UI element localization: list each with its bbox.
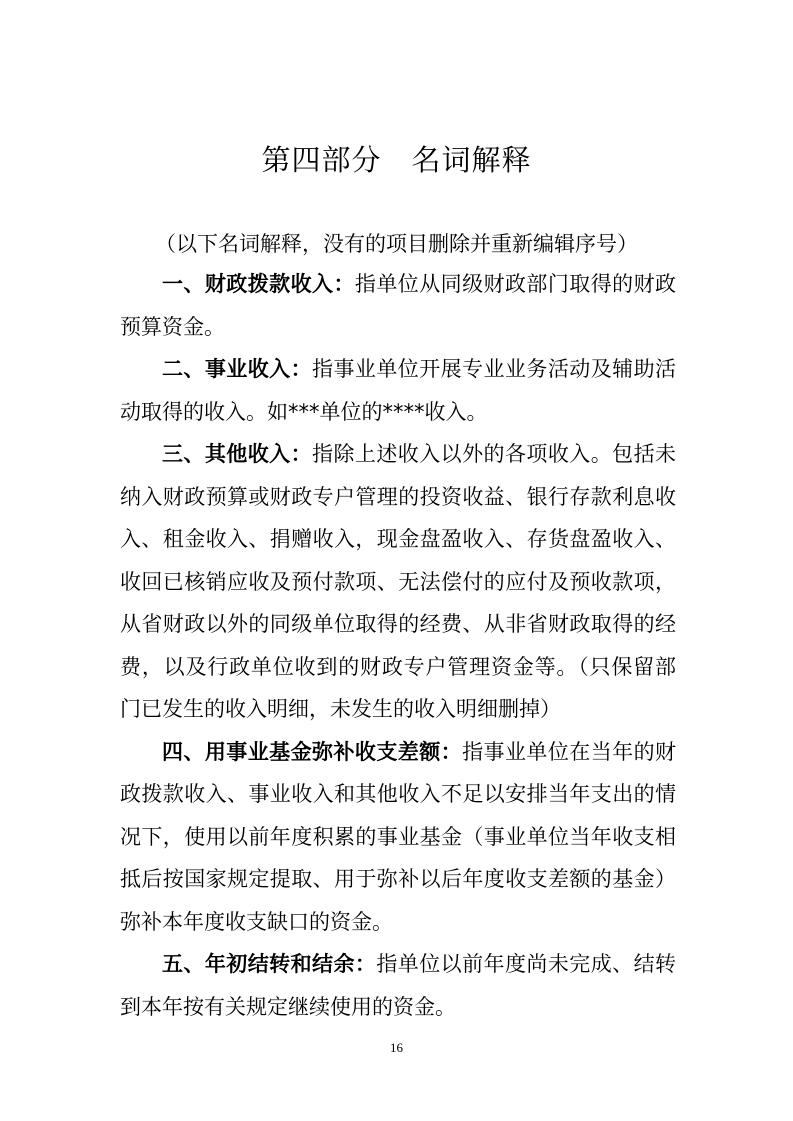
definition-paragraph	[120, 263, 676, 348]
definition-term: 二、事业收入：	[162, 357, 313, 381]
definition-term: 三、其他收入：	[162, 442, 313, 466]
definition-paragraph	[120, 433, 676, 731]
definition-text: 指单位从同级财政部门取得的财政预算资金。	[120, 272, 677, 339]
definition-paragraph	[120, 348, 676, 433]
definition-term: 四、用事业基金弥补收支差额：	[162, 739, 463, 764]
definitions-body	[120, 263, 676, 1028]
editing-note: （以下名词解释，没有的项目删除并重新编辑序号）	[155, 232, 638, 256]
definition-term: 五、年初结转和结余：	[162, 952, 377, 976]
page-number: 16	[390, 1040, 403, 1055]
definition-text: 指单位以前年度尚未完成、结转到本年按有关规定继续使用的资金。	[120, 952, 677, 1019]
definition-text: 指事业单位开展专业业务活动及辅助活动取得的收入。如***单位的****收入。	[120, 357, 677, 424]
definition-text: 指除上述收入以外的各项收入。包括未纳入财政预算或财政专户管理的投资收益、银行存款利息收入、租金收入、捐赠收入，现金盘盈收入、存货盘盈收入、收回已核销应收及预付款项、无法偿付的应付及预收款项，从省财政以外的同级单位取得的经费、从非省财政取得的经费，以及行政单位收到的财政专户管理资金等。（只保留部门已发生的收入明细，未发生的收入明细删掉）	[120, 442, 677, 721]
page-title: 第四部分 名词解释	[261, 143, 532, 177]
definition-term: 一、财政拨款收入：	[162, 272, 355, 296]
definition-text: 指事业单位在当年的财政拨款收入、事业收入和其他收入不足以安排当年支出的情况下，使用以前年度积累的事业基金（事业单位当年收支相抵后按国家规定提取、用于弥补以后年度收支差额的基金）弥补本年度收支缺口的资金。	[120, 739, 677, 934]
definition-paragraph	[120, 943, 676, 1028]
definition-paragraph	[120, 731, 676, 944]
